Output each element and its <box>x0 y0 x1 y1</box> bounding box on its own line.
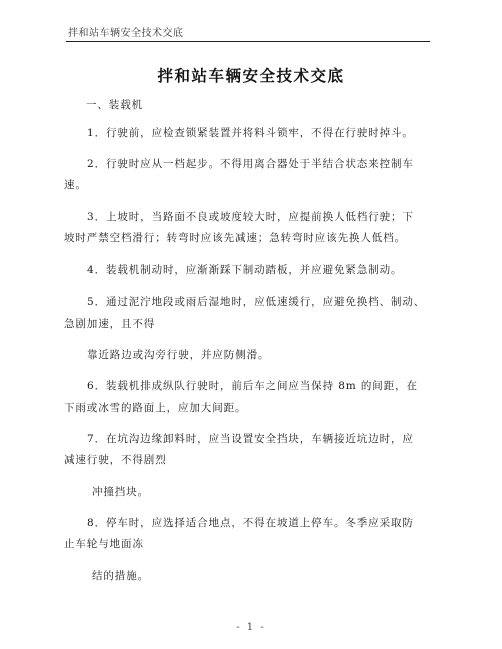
paragraph-line: 8．停车时，应选择适合地点，不得在坡道上停车。冬季应采取防 <box>87 517 414 529</box>
paragraph-line: 2．行驶时应从一档起步。不得用离合器处于半结合状态来控制车 <box>87 158 414 170</box>
running-header: 拌和站车辆安全技术交底 <box>68 28 184 39</box>
paragraph-line: 速。 <box>64 179 87 191</box>
header-divider <box>66 41 430 42</box>
paragraph-line: 1．行驶前，应检查锁紧装置并将料斗锁牢，不得在行驶时掉斗。 <box>87 127 414 139</box>
paragraph-line: 3．上坡时，当路面不良或坡度较大时，应提前换人低档行驶；下 <box>87 211 414 223</box>
paragraph-line: 下雨或冰雪的路面上，应加大间距。 <box>64 402 247 414</box>
paragraph-line: 靠近路边或沟旁行驶，并应防侧滑。 <box>87 349 270 361</box>
paragraph-line: 6．装载机排成纵队行驶时，前后车之间应当保持 8m 的间距，在 <box>87 380 418 392</box>
paragraph-line: 7．在坑沟边缘卸料时，应当设置安全挡块，车辆接近坑边时，应 <box>87 433 414 445</box>
document-title: 拌和站车辆安全技术交底 <box>157 67 345 85</box>
paragraph-line: 减速行驶，不得剧烈 <box>64 454 167 466</box>
paragraph-line: 5．通过泥泞地段或雨后湿地时，应低速缓行，应避免换档、制动、 <box>87 296 426 308</box>
paragraph-line: 结的措施。 <box>92 570 149 582</box>
paragraph-line: 4．装载机制动时，应渐渐踩下制动踏板，并应避免紧急制动。 <box>87 264 403 276</box>
paragraph-line: 急剧加速，且不得 <box>64 318 156 330</box>
section-heading: 一、装载机 <box>86 99 143 111</box>
paragraph-line: 止车轮与地面冻 <box>64 538 144 550</box>
paragraph-line: 坡时严禁空档滑行；转弯时应该先减速；急转弯时应该先换人低档。 <box>64 232 406 244</box>
paragraph-line: 冲撞挡块。 <box>92 486 149 498</box>
page-number: - 1 - <box>236 622 266 633</box>
